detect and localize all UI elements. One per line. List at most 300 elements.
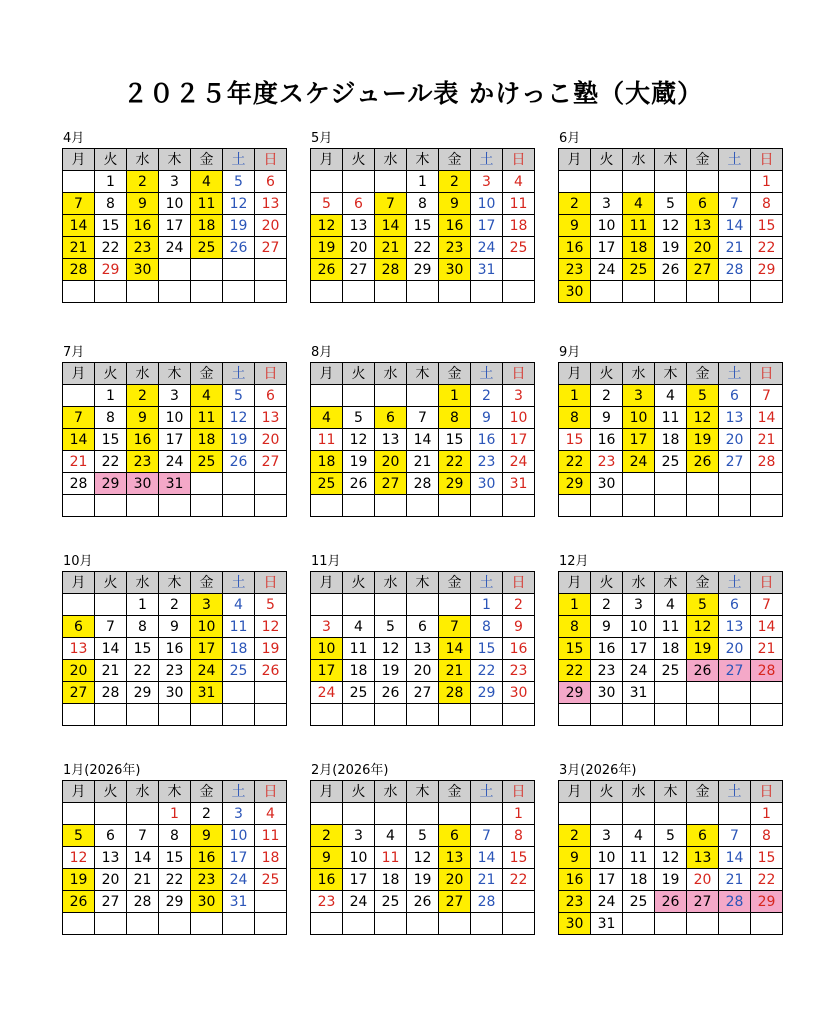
- day-cell: 6: [407, 616, 439, 638]
- empty-cell: [223, 682, 255, 704]
- day-cell: 19: [407, 869, 439, 891]
- day-cell: 3: [191, 594, 223, 616]
- weekday-header: 金: [687, 781, 719, 803]
- day-cell: 28: [407, 473, 439, 495]
- empty-cell: [127, 704, 159, 726]
- weekday-header: 土: [223, 363, 255, 385]
- empty-cell: [375, 495, 407, 517]
- day-cell: 26: [655, 259, 687, 281]
- day-cell: 10: [343, 847, 375, 869]
- day-cell: 5: [655, 193, 687, 215]
- week-row: [559, 847, 783, 869]
- empty-cell: [439, 594, 471, 616]
- empty-cell: [623, 913, 655, 935]
- day-cell: 14: [751, 616, 783, 638]
- day-cell: 9: [127, 193, 159, 215]
- weekday-header: 土: [719, 149, 751, 171]
- week-row: [63, 495, 287, 517]
- day-cell: 5: [311, 193, 343, 215]
- weekday-header: 金: [191, 781, 223, 803]
- day-cell: 29: [95, 473, 127, 495]
- month-calendar: [558, 345, 777, 517]
- day-cell: 30: [159, 682, 191, 704]
- month-calendar: [62, 763, 281, 935]
- day-cell: 22: [559, 451, 591, 473]
- day-cell: 18: [655, 429, 687, 451]
- weekday-header: 水: [623, 781, 655, 803]
- day-cell: 5: [63, 825, 95, 847]
- weekday-header: 日: [255, 363, 287, 385]
- empty-cell: [375, 704, 407, 726]
- day-cell: 23: [591, 451, 623, 473]
- weekday-header: 日: [751, 363, 783, 385]
- day-cell: 22: [95, 451, 127, 473]
- day-cell: 26: [407, 891, 439, 913]
- weekday-header: 土: [223, 781, 255, 803]
- day-cell: 14: [407, 429, 439, 451]
- empty-cell: [655, 913, 687, 935]
- day-cell: 5: [655, 825, 687, 847]
- day-cell: 5: [407, 825, 439, 847]
- day-cell: 26: [343, 473, 375, 495]
- day-cell: 9: [503, 616, 535, 638]
- empty-cell: [471, 704, 503, 726]
- day-cell: 30: [559, 281, 591, 303]
- week-row: [63, 429, 287, 451]
- empty-cell: [63, 171, 95, 193]
- empty-cell: [63, 704, 95, 726]
- day-cell: 12: [655, 847, 687, 869]
- day-cell: 12: [255, 616, 287, 638]
- week-row: [311, 385, 535, 407]
- week-row: [311, 638, 535, 660]
- day-cell: 15: [751, 847, 783, 869]
- empty-cell: [343, 385, 375, 407]
- week-row: [559, 259, 783, 281]
- day-cell: 8: [159, 825, 191, 847]
- day-cell: 5: [255, 594, 287, 616]
- day-cell: 9: [311, 847, 343, 869]
- day-cell: 11: [343, 638, 375, 660]
- day-cell: 8: [407, 193, 439, 215]
- day-cell: 1: [503, 803, 535, 825]
- day-cell: 9: [127, 407, 159, 429]
- week-row: [559, 803, 783, 825]
- month-calendar: [558, 131, 777, 303]
- day-cell: 27: [687, 891, 719, 913]
- day-cell: 24: [591, 259, 623, 281]
- empty-cell: [591, 803, 623, 825]
- day-cell: 14: [63, 429, 95, 451]
- day-cell: 20: [719, 429, 751, 451]
- day-cell: 10: [591, 215, 623, 237]
- day-cell: 9: [159, 616, 191, 638]
- day-cell: 7: [407, 407, 439, 429]
- day-cell: 24: [311, 682, 343, 704]
- day-cell: 24: [623, 451, 655, 473]
- day-cell: 16: [191, 847, 223, 869]
- day-cell: 3: [311, 616, 343, 638]
- weekday-header: 月: [559, 572, 591, 594]
- week-row: [63, 913, 287, 935]
- day-cell: 27: [719, 451, 751, 473]
- day-cell: 15: [127, 638, 159, 660]
- day-cell: 31: [471, 259, 503, 281]
- day-cell: 6: [255, 385, 287, 407]
- weekday-header: 月: [311, 363, 343, 385]
- day-cell: 27: [375, 473, 407, 495]
- day-cell: 13: [719, 407, 751, 429]
- empty-cell: [311, 385, 343, 407]
- empty-cell: [311, 704, 343, 726]
- day-cell: 28: [751, 451, 783, 473]
- weekday-header-row: [63, 781, 287, 803]
- empty-cell: [63, 803, 95, 825]
- day-cell: 19: [655, 869, 687, 891]
- month-table: [310, 148, 535, 303]
- empty-cell: [439, 704, 471, 726]
- empty-cell: [591, 704, 623, 726]
- empty-cell: [503, 891, 535, 913]
- day-cell: 7: [751, 385, 783, 407]
- weekday-header: 日: [255, 572, 287, 594]
- empty-cell: [407, 281, 439, 303]
- month-table: [310, 362, 535, 517]
- empty-cell: [751, 704, 783, 726]
- day-cell: 10: [311, 638, 343, 660]
- day-cell: 23: [471, 451, 503, 473]
- day-cell: 25: [255, 869, 287, 891]
- empty-cell: [159, 913, 191, 935]
- empty-cell: [159, 495, 191, 517]
- empty-cell: [559, 704, 591, 726]
- day-cell: 21: [127, 869, 159, 891]
- day-cell: 28: [439, 682, 471, 704]
- weekday-header: 火: [95, 781, 127, 803]
- day-cell: 20: [343, 237, 375, 259]
- day-cell: 20: [687, 237, 719, 259]
- empty-cell: [343, 704, 375, 726]
- day-cell: 6: [63, 616, 95, 638]
- month-calendar: [558, 763, 777, 935]
- empty-cell: [343, 594, 375, 616]
- day-cell: 3: [471, 171, 503, 193]
- week-row: [63, 891, 287, 913]
- week-row: [311, 660, 535, 682]
- day-cell: 22: [751, 869, 783, 891]
- week-row: [311, 825, 535, 847]
- weekday-header: 金: [687, 149, 719, 171]
- day-cell: 13: [375, 429, 407, 451]
- day-cell: 13: [439, 847, 471, 869]
- empty-cell: [471, 281, 503, 303]
- week-row: [559, 638, 783, 660]
- day-cell: 1: [559, 385, 591, 407]
- day-cell: 9: [191, 825, 223, 847]
- week-row: [559, 616, 783, 638]
- day-cell: 3: [623, 385, 655, 407]
- day-cell: 22: [751, 237, 783, 259]
- empty-cell: [223, 259, 255, 281]
- weekday-header: 日: [751, 781, 783, 803]
- empty-cell: [719, 281, 751, 303]
- empty-cell: [623, 495, 655, 517]
- weekday-header-row: [559, 572, 783, 594]
- day-cell: 25: [375, 891, 407, 913]
- day-cell: 15: [751, 215, 783, 237]
- weekday-header: 木: [655, 363, 687, 385]
- empty-cell: [439, 495, 471, 517]
- weekday-header: 火: [95, 149, 127, 171]
- week-row: [63, 660, 287, 682]
- day-cell: 2: [127, 171, 159, 193]
- week-row: [559, 869, 783, 891]
- weekday-header: 金: [439, 781, 471, 803]
- day-cell: 8: [95, 407, 127, 429]
- day-cell: 27: [343, 259, 375, 281]
- week-row: [559, 704, 783, 726]
- day-cell: 10: [191, 616, 223, 638]
- day-cell: 25: [191, 237, 223, 259]
- day-cell: 18: [655, 638, 687, 660]
- weekday-header: 水: [127, 572, 159, 594]
- day-cell: 22: [407, 237, 439, 259]
- empty-cell: [471, 913, 503, 935]
- week-row: [311, 451, 535, 473]
- weekday-header-row: [311, 363, 535, 385]
- empty-cell: [559, 171, 591, 193]
- month-label: 11月: [311, 554, 341, 569]
- day-cell: 17: [223, 847, 255, 869]
- day-cell: 8: [751, 193, 783, 215]
- weekday-header-row: [311, 149, 535, 171]
- day-cell: 7: [439, 616, 471, 638]
- day-cell: 11: [623, 847, 655, 869]
- weekday-header: 月: [63, 781, 95, 803]
- day-cell: 13: [63, 638, 95, 660]
- empty-cell: [503, 495, 535, 517]
- empty-cell: [375, 594, 407, 616]
- weekday-header: 月: [311, 781, 343, 803]
- empty-cell: [159, 704, 191, 726]
- day-cell: 21: [95, 660, 127, 682]
- empty-cell: [591, 281, 623, 303]
- day-cell: 1: [159, 803, 191, 825]
- month-calendar: [310, 554, 529, 726]
- weekday-header: 日: [503, 572, 535, 594]
- day-cell: 16: [559, 869, 591, 891]
- empty-cell: [719, 803, 751, 825]
- day-cell: 14: [719, 847, 751, 869]
- empty-cell: [255, 913, 287, 935]
- month-label: 9月: [559, 345, 581, 360]
- day-cell: 12: [63, 847, 95, 869]
- day-cell: 22: [503, 869, 535, 891]
- day-cell: 29: [439, 473, 471, 495]
- week-row: [311, 704, 535, 726]
- day-cell: 4: [223, 594, 255, 616]
- day-cell: 1: [751, 803, 783, 825]
- day-cell: 28: [95, 682, 127, 704]
- empty-cell: [591, 171, 623, 193]
- day-cell: 22: [439, 451, 471, 473]
- empty-cell: [95, 803, 127, 825]
- day-cell: 5: [687, 385, 719, 407]
- month-table: [62, 362, 287, 517]
- empty-cell: [719, 495, 751, 517]
- week-row: [559, 407, 783, 429]
- day-cell: 29: [95, 259, 127, 281]
- day-cell: 6: [687, 825, 719, 847]
- day-cell: 12: [375, 638, 407, 660]
- week-row: [559, 682, 783, 704]
- day-cell: 24: [191, 660, 223, 682]
- weekday-header: 水: [375, 363, 407, 385]
- day-cell: 27: [719, 660, 751, 682]
- day-cell: 29: [751, 891, 783, 913]
- day-cell: 21: [719, 237, 751, 259]
- day-cell: 15: [159, 847, 191, 869]
- day-cell: 1: [127, 594, 159, 616]
- month-table: [62, 571, 287, 726]
- day-cell: 19: [223, 429, 255, 451]
- weekday-header: 月: [559, 363, 591, 385]
- day-cell: 6: [95, 825, 127, 847]
- day-cell: 15: [439, 429, 471, 451]
- day-cell: 11: [191, 193, 223, 215]
- week-row: [311, 495, 535, 517]
- weekday-header: 日: [503, 363, 535, 385]
- day-cell: 30: [503, 682, 535, 704]
- day-cell: 13: [255, 193, 287, 215]
- day-cell: 18: [623, 869, 655, 891]
- month-label: 6月: [559, 131, 581, 146]
- empty-cell: [255, 473, 287, 495]
- day-cell: 8: [559, 616, 591, 638]
- day-cell: 14: [439, 638, 471, 660]
- week-row: [559, 215, 783, 237]
- empty-cell: [655, 803, 687, 825]
- day-cell: 26: [375, 682, 407, 704]
- empty-cell: [63, 594, 95, 616]
- week-row: [559, 429, 783, 451]
- day-cell: 7: [719, 193, 751, 215]
- day-cell: 9: [591, 616, 623, 638]
- day-cell: 16: [439, 215, 471, 237]
- week-row: [559, 825, 783, 847]
- empty-cell: [687, 682, 719, 704]
- day-cell: 14: [63, 215, 95, 237]
- day-cell: 5: [343, 407, 375, 429]
- day-cell: 16: [311, 869, 343, 891]
- empty-cell: [375, 913, 407, 935]
- empty-cell: [223, 704, 255, 726]
- week-row: [311, 215, 535, 237]
- day-cell: 27: [255, 237, 287, 259]
- day-cell: 9: [559, 847, 591, 869]
- day-cell: 11: [191, 407, 223, 429]
- day-cell: 18: [191, 429, 223, 451]
- week-row: [63, 407, 287, 429]
- day-cell: 13: [343, 215, 375, 237]
- empty-cell: [559, 495, 591, 517]
- empty-cell: [687, 913, 719, 935]
- day-cell: 3: [591, 193, 623, 215]
- week-row: [63, 451, 287, 473]
- day-cell: 10: [159, 193, 191, 215]
- day-cell: 4: [623, 825, 655, 847]
- day-cell: 6: [719, 385, 751, 407]
- empty-cell: [655, 704, 687, 726]
- week-row: [311, 407, 535, 429]
- month-table: [558, 571, 783, 726]
- month-label: 2月(2026年): [311, 763, 389, 778]
- day-cell: 1: [559, 594, 591, 616]
- week-row: [311, 891, 535, 913]
- week-row: [63, 704, 287, 726]
- day-cell: 20: [375, 451, 407, 473]
- day-cell: 26: [223, 451, 255, 473]
- empty-cell: [407, 385, 439, 407]
- day-cell: 19: [687, 638, 719, 660]
- empty-cell: [719, 682, 751, 704]
- day-cell: 23: [591, 660, 623, 682]
- week-row: [559, 660, 783, 682]
- day-cell: 10: [471, 193, 503, 215]
- empty-cell: [223, 281, 255, 303]
- day-cell: 7: [63, 193, 95, 215]
- day-cell: 23: [127, 237, 159, 259]
- week-row: [63, 473, 287, 495]
- empty-cell: [503, 913, 535, 935]
- month-label: 5月: [311, 131, 333, 146]
- weekday-header: 日: [751, 149, 783, 171]
- day-cell: 8: [439, 407, 471, 429]
- day-cell: 28: [471, 891, 503, 913]
- day-cell: 4: [343, 616, 375, 638]
- day-cell: 15: [559, 429, 591, 451]
- day-cell: 31: [191, 682, 223, 704]
- empty-cell: [255, 704, 287, 726]
- day-cell: 21: [751, 429, 783, 451]
- weekday-header-row: [559, 781, 783, 803]
- day-cell: 5: [223, 385, 255, 407]
- week-row: [559, 237, 783, 259]
- day-cell: 3: [343, 825, 375, 847]
- day-cell: 19: [255, 638, 287, 660]
- day-cell: 6: [255, 171, 287, 193]
- day-cell: 29: [751, 259, 783, 281]
- day-cell: 18: [223, 638, 255, 660]
- day-cell: 5: [375, 616, 407, 638]
- empty-cell: [95, 913, 127, 935]
- day-cell: 7: [719, 825, 751, 847]
- empty-cell: [255, 259, 287, 281]
- weekday-header: 日: [503, 781, 535, 803]
- day-cell: 19: [687, 429, 719, 451]
- month-table: [62, 148, 287, 303]
- day-cell: 31: [623, 682, 655, 704]
- empty-cell: [623, 171, 655, 193]
- day-cell: 15: [471, 638, 503, 660]
- weekday-header: 火: [343, 363, 375, 385]
- empty-cell: [191, 495, 223, 517]
- week-row: [63, 594, 287, 616]
- month-calendar: [310, 763, 529, 935]
- weekday-header: 月: [559, 781, 591, 803]
- empty-cell: [623, 704, 655, 726]
- empty-cell: [127, 281, 159, 303]
